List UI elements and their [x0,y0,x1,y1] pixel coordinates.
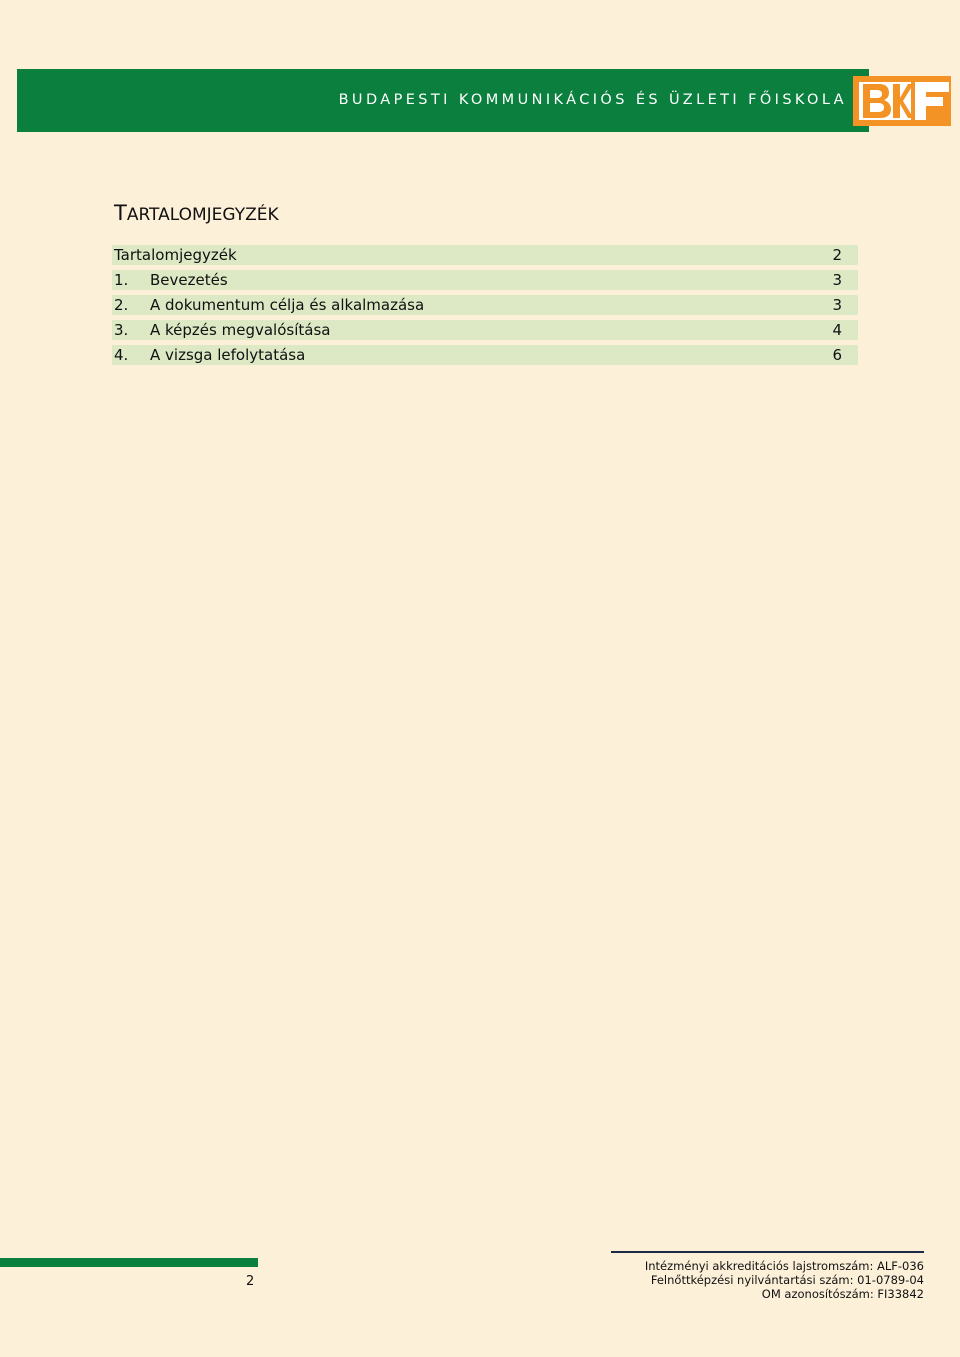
toc-entry-page: 3 [832,296,842,314]
footer-page-number: 2 [246,1274,255,1289]
toc-entry-exam-conduct[interactable] [112,345,858,365]
toc-entry-label: A képzés megvalósítása [150,321,331,339]
footer-navy-rule [611,1251,924,1253]
toc-entry-label: Bevezetés [150,271,228,289]
toc-entry-label: A dokumentum célja és alkalmazása [150,296,425,314]
toc-entry-page: 4 [832,321,842,339]
toc-entry-training-implementation[interactable] [112,320,858,340]
footer-om-line: OM azonosítószám: FI33842 [761,1287,924,1301]
toc-heading-cap: T [114,201,127,225]
toc-entry-number: 1. [114,271,129,289]
toc-entry-number: 4. [114,346,129,364]
institution-name: BUDAPESTI KOMMUNIKÁCIÓS ÉS ÜZLETI FŐISKOLA [338,92,847,108]
toc-entry-page: 3 [832,271,842,289]
toc-entry-page: 2 [832,246,842,264]
toc-entry-document-purpose[interactable] [112,295,858,315]
toc-entry-contents[interactable] [112,245,858,265]
toc-entry-number: 3. [114,321,129,339]
toc-entry-introduction[interactable] [112,270,858,290]
footer-registration-line: Felnőttképzési nyilvántartási szám: 01-0789-04 [650,1273,924,1287]
toc-entry-number: 2. [114,296,129,314]
toc-entry-label: Tartalomjegyzék [114,246,237,264]
toc-entry-label: A vizsga lefolytatása [150,346,306,364]
footer-accreditation-info [645,1259,924,1301]
table-of-contents [112,245,858,370]
bkf-logo [853,76,953,126]
footer-accreditation-line: Intézményi akkreditációs lajstromszám: ALF-036 [644,1259,924,1273]
toc-heading-rest: ARTALOMJEGYZÉK [126,205,279,225]
toc-entry-page: 6 [832,346,842,364]
bkf-logo-icon [853,76,953,126]
toc-heading [114,201,279,225]
footer-green-rule [0,1258,258,1267]
header-banner [17,69,869,132]
